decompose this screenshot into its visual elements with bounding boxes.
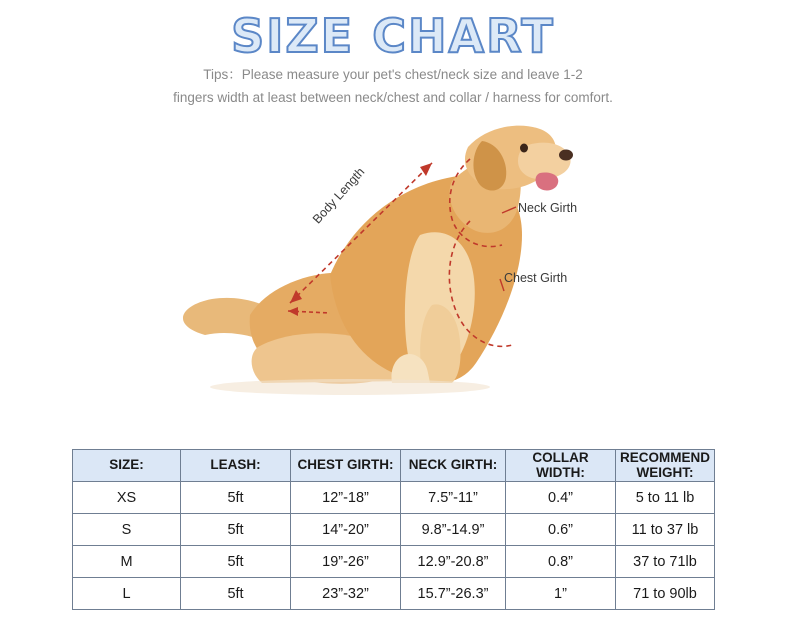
cell-neck: 15.7”-26.3”	[401, 578, 506, 610]
cell-neck: 9.8”-14.9”	[401, 514, 506, 546]
cell-collar: 0.6”	[506, 514, 616, 546]
cell-neck: 12.9”-20.8”	[401, 546, 506, 578]
table-row	[73, 546, 715, 578]
cell-size: L	[73, 578, 181, 610]
cell-leash: 5ft	[181, 514, 291, 546]
cell-collar: 0.8”	[506, 546, 616, 578]
table-row	[73, 514, 715, 546]
header-recommend-weight-line2: WEIGHT:	[636, 464, 694, 480]
cell-leash: 5ft	[181, 482, 291, 514]
header-leash: LEASH:	[181, 450, 291, 482]
page-title: SIZE CHART	[231, 9, 555, 63]
cell-weight: 11 to 37 lb	[616, 514, 715, 546]
cell-collar: 1”	[506, 578, 616, 610]
tips-text	[0, 64, 786, 109]
cell-size: S	[73, 514, 181, 546]
table-header-row	[73, 450, 715, 482]
dog-illustration	[0, 115, 786, 415]
tips-line-2: fingers width at least between neck/chest and collar / harness for comfort.	[173, 89, 613, 105]
cell-weight: 37 to 71lb	[616, 546, 715, 578]
size-table	[72, 449, 715, 610]
cell-neck: 7.5”-11”	[401, 482, 506, 514]
table-row	[73, 578, 715, 610]
dog-drawing	[0, 115, 786, 415]
cell-collar: 0.4”	[506, 482, 616, 514]
cell-leash: 5ft	[181, 546, 291, 578]
annotation-body-length: Body Length	[310, 164, 368, 227]
header-size: SIZE:	[73, 450, 181, 482]
cell-chest: 14”-20”	[291, 514, 401, 546]
cell-leash: 5ft	[181, 578, 291, 610]
table-row	[73, 482, 715, 514]
header-chest-girth: CHEST GIRTH:	[291, 450, 401, 482]
dog-figure	[183, 125, 573, 394]
annotation-chest-girth: Chest Girth	[504, 270, 568, 285]
header-collar-width: COLLAR WIDTH:	[506, 450, 616, 482]
header-neck-girth: NECK GIRTH:	[401, 450, 506, 482]
annotation-neck-girth: Neck Girth	[518, 200, 578, 215]
header-recommend-weight	[616, 450, 715, 482]
cell-size: M	[73, 546, 181, 578]
cell-weight: 71 to 90lb	[616, 578, 715, 610]
cell-weight: 5 to 11 lb	[616, 482, 715, 514]
size-table-container	[72, 449, 714, 610]
tips-line-1: Tips：Please measure your pet's chest/neck size and leave 1-2	[203, 67, 583, 83]
cell-size: XS	[73, 482, 181, 514]
cell-chest: 12”-18”	[291, 482, 401, 514]
header-recommend-weight-line1: RECOMMEND	[620, 450, 710, 466]
cell-chest: 19”-26”	[291, 546, 401, 578]
cell-chest: 23”-32”	[291, 578, 401, 610]
